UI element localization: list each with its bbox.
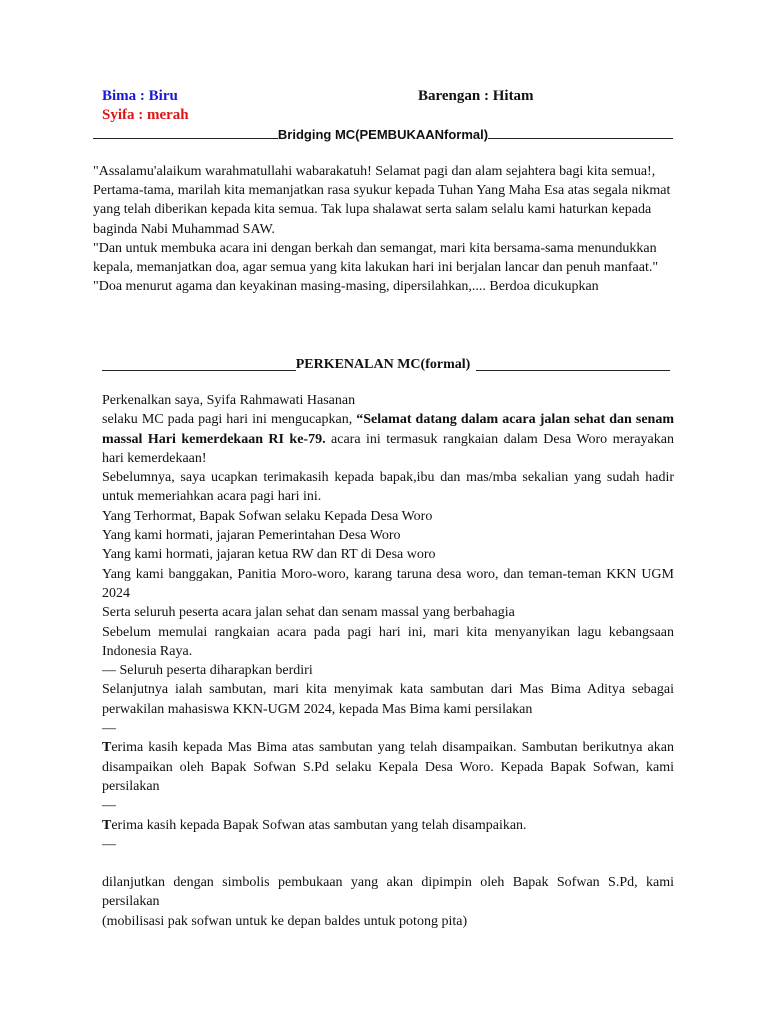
legend-barengan: Barengan : Hitam — [418, 88, 534, 104]
paragraph: Yang Terhormat, Bapak Sofwan selaku Kepada Desa Woro — [102, 508, 433, 524]
paragraph: "Assalamu'alaikum warahmatullahi wabarakatuh! Selamat pagi dan alam sejahtera bagi kita semua!, — [93, 164, 656, 179]
welcome-text: acara ini termasuk rangkaian dalam Desa Woro merayakan hari kemerdekaan! — [102, 431, 674, 466]
section-heading-bridging — [93, 124, 673, 142]
section-heading-perkenalan — [102, 355, 670, 373]
section-heading-perkenalan-text: PERKENALAN MC(formal) — [295, 357, 471, 372]
heading-rule-left — [93, 126, 278, 139]
paragraph: Yang kami hormati, jajaran Pemerintahan Desa Woro — [102, 528, 401, 544]
heading-rule-left — [102, 358, 296, 371]
paragraph: — Seluruh peserta diharapkan berdiri — [102, 663, 313, 679]
paragraph: Sebelum memulai rangkaian acara pada pagi hari ini, mari kita menyanyikan lagu kebangsaan Indonesia Raya. — [102, 624, 674, 659]
thanks-text: erima kasih kepada Mas Bima atas sambutan yang telah disampaikan. Sambutan berikutnya akan disampaikan oleh Bapak Sofwan S.Pd selaku Kepala Desa Woro. Kepada Bapak Sofwan, kami persilakan — [102, 740, 674, 794]
paragraph: Yang kami hormati, jajaran ketua RW dan RT di Desa woro — [102, 547, 436, 563]
section-bridging-body — [93, 162, 673, 296]
dash-line: — — [102, 721, 116, 737]
paragraph: Serta seluruh peserta acara jalan sehat dan senam massal yang berbahagia — [102, 605, 515, 621]
thanks-text: erima kasih kepada Bapak Sofwan atas sambutan yang telah disampaikan. — [111, 817, 527, 833]
legend-bima: Bima : Biru — [102, 88, 178, 104]
paragraph-welcome — [102, 410, 674, 468]
paragraph: "Doa menurut agama dan keyakinan masing-masing, dipersilahkan,.... Berdoa dicukupkan — [93, 279, 599, 295]
paragraph-thanks-bima — [102, 738, 674, 796]
dash-line: — — [102, 836, 116, 852]
paragraph: Selanjutnya ialah sambutan, mari kita menyimak kata sambutan dari Mas Bima Aditya sebagai perwakilan mahasiswa KKN-UGM 2024, kepada Mas Bima kami persilakan — [102, 682, 674, 717]
heading-rule-right — [476, 358, 670, 371]
section-heading-bridging-text: Bridging MC(PEMBUKAANformal) — [277, 127, 489, 142]
paragraph: Yang kami banggakan, Panitia Moro-woro, karang taruna desa woro, dan teman-teman KKN UGM 2024 — [102, 566, 674, 601]
section-perkenalan-body — [102, 391, 674, 931]
welcome-text: selaku MC pada pagi hari ini mengucapkan, — [102, 412, 357, 428]
paragraph-note: (mobilisasi pak sofwan untuk ke depan baldes untuk potong pita) — [102, 913, 468, 929]
paragraph: Sebelumnya, saya ucapkan terimakasih kepada bapak,ibu dan mas/mba sekalian yang sudah hadir untuk memeriahkan acara pagi hari ini. — [102, 470, 674, 505]
paragraph: "Dan untuk membuka acara ini dengan berkah dan semangat, mari kita bersama-sama menundukkan kepala, memanjatkan doa, agar semua yang kita lakukan hari ini berjalan lancar dan penuh manfaat." — [93, 240, 659, 276]
paragraph-thanks-sofwan — [102, 816, 674, 835]
paragraph: Perkenalkan saya, Syifa Rahmawati Hasanan — [102, 393, 356, 408]
drop-letter: T — [102, 817, 112, 833]
drop-letter: T — [102, 740, 112, 756]
paragraph: dilanjutkan dengan simbolis pembukaan yang akan dipimpin oleh Bapak Sofwan S.Pd, kami persilakan — [102, 875, 674, 910]
heading-rule-right — [488, 126, 673, 139]
paragraph: Pertama-tama, marilah kita memanjatkan rasa syukur kepada Tuhan Yang Maha Esa atas segala nikmat yang telah diberikan kepada kita semua. Tak lupa shalawat serta salam selalu kami haturkan kepada baginda Nabi Muhammad SAW. — [93, 183, 671, 237]
dash-line: — — [102, 798, 116, 814]
legend-syifa: Syifa : merah — [102, 107, 189, 123]
welcome-bold-text: “Selamat datang dalam acara jalan sehat dan senam massal Hari kemerdekaan RI ke-79. — [102, 412, 674, 447]
